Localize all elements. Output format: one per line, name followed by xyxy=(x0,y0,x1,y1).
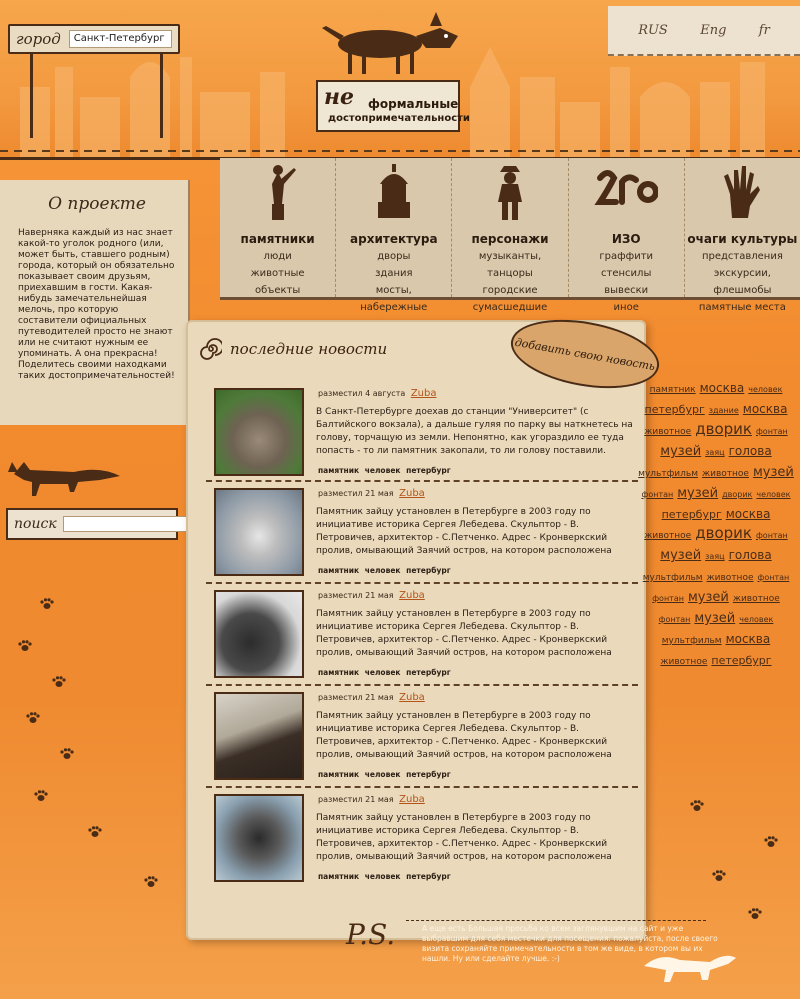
ps-text: А еще есть Большая просьба ко всем заглянувшим на сайт и уже выбравшим для себя местечки для посещения: пожалуйста, после своего визита сохраняйте примечательности в том же виде, в котором вы их нашли. Ну или сделайте лучше. :-) xyxy=(422,924,718,963)
news-item xyxy=(206,484,646,582)
tag-cloud-link[interactable]: музей xyxy=(660,548,702,563)
nav-sub[interactable]: сумасшедшие xyxy=(472,302,548,313)
tag-link[interactable]: памятник xyxy=(318,668,360,677)
tag-cloud-link[interactable]: музей xyxy=(660,444,702,459)
paw-print-icon xyxy=(764,836,778,848)
site-logo[interactable] xyxy=(316,80,470,132)
logo-line2: достопримечательности xyxy=(328,112,470,124)
tag-cloud-link[interactable]: москва xyxy=(742,402,788,416)
news-author-link[interactable]: Zuba xyxy=(399,794,425,805)
news-date: 21 мая xyxy=(365,591,394,600)
white-fox-illustration-icon xyxy=(640,946,740,986)
tag-cloud-link[interactable]: фонтан xyxy=(757,573,790,582)
nav-item-monuments[interactable] xyxy=(220,158,336,297)
news-item xyxy=(206,384,646,482)
paw-print-icon xyxy=(88,826,102,838)
news-author-link[interactable]: Zuba xyxy=(410,388,437,399)
news-tags xyxy=(318,872,454,881)
tag-cloud-link[interactable]: фонтан xyxy=(755,427,788,436)
nav-title: архитектура xyxy=(350,232,438,246)
search-input[interactable] xyxy=(63,516,197,532)
posted-label: разместил xyxy=(318,591,363,600)
news-author-link[interactable]: Zuba xyxy=(399,590,425,601)
tag-cloud-link[interactable]: животное xyxy=(644,427,692,437)
dog-mascot-icon xyxy=(318,8,468,80)
tag-cloud-link[interactable]: животное xyxy=(732,594,780,604)
category-nav xyxy=(220,158,800,313)
news-header xyxy=(200,338,387,360)
tag-cloud-link[interactable]: москва xyxy=(725,507,771,521)
tag-cloud-link[interactable]: петербург xyxy=(661,508,722,521)
news-thumbnail[interactable] xyxy=(214,388,304,476)
tag-cloud-link[interactable]: москва xyxy=(699,381,745,395)
nav-sub[interactable]: иное xyxy=(613,302,639,313)
lang-eng-link[interactable]: Eng xyxy=(700,22,727,38)
news-tags xyxy=(318,770,454,779)
tag-cloud-link[interactable]: мультфильм xyxy=(642,573,703,583)
tag-link[interactable]: памятник xyxy=(318,466,360,475)
news-author-link[interactable]: Zuba xyxy=(399,692,425,703)
news-title: последние новости xyxy=(230,340,388,358)
nav-sub[interactable]: музыканты, xyxy=(478,251,542,262)
paw-print-icon xyxy=(34,790,48,802)
paw-print-icon xyxy=(40,598,54,610)
tag-link[interactable]: человек xyxy=(364,466,401,475)
graffiti-icon xyxy=(594,164,658,212)
nav-sub[interactable]: городские xyxy=(482,285,538,296)
news-item xyxy=(206,586,646,684)
monument-icon xyxy=(258,164,298,220)
news-thumbnail[interactable] xyxy=(214,692,304,780)
news-meta xyxy=(318,388,436,399)
city-input[interactable]: Санкт-Петербург xyxy=(69,30,172,48)
news-thumbnail[interactable] xyxy=(214,794,304,882)
architecture-icon xyxy=(372,164,416,220)
news-divider xyxy=(206,480,638,482)
paw-print-icon xyxy=(144,876,158,888)
tag-cloud-link[interactable]: животное xyxy=(706,573,754,583)
tag-cloud-link[interactable]: петербург xyxy=(711,654,772,667)
news-text: Памятник зайцу установлен в Петербурге в 2003 году по инициативе историка Сергея Лебедева. Скульптор - В. Петровичев, архитектор - С.Петченко. Адрес - Кронверкский пролив, омывающий Заячий остров, на котором расположена xyxy=(316,507,612,556)
news-divider xyxy=(206,684,638,686)
city-selector xyxy=(8,24,180,54)
paw-print-icon xyxy=(52,676,66,688)
add-news-button[interactable]: добавить свою новость xyxy=(506,309,665,398)
news-meta xyxy=(318,794,425,805)
tag-cloud-link[interactable]: москва xyxy=(725,632,771,646)
paw-print-icon xyxy=(26,712,40,724)
news-tags xyxy=(318,566,454,575)
tag-cloud-link[interactable]: петербург xyxy=(644,403,705,416)
nav-item-art[interactable] xyxy=(569,158,685,313)
tag-cloud-link[interactable]: здание xyxy=(708,406,739,415)
posted-label: разместил xyxy=(318,795,363,804)
news-thumbnail[interactable] xyxy=(214,590,304,678)
tag-cloud-link[interactable]: человек xyxy=(756,490,791,499)
news-thumbnail[interactable] xyxy=(214,488,304,576)
language-switcher xyxy=(608,6,800,56)
tag-cloud-link[interactable]: музей xyxy=(687,590,729,605)
site-header xyxy=(0,0,800,160)
tag-link[interactable]: памятник xyxy=(318,566,360,575)
tag-cloud-link[interactable]: мультфильм xyxy=(638,469,698,479)
tag-cloud-link[interactable]: заяц xyxy=(705,448,725,457)
tag-cloud-link[interactable]: музей xyxy=(752,465,794,480)
tag-cloud-link[interactable]: дворик xyxy=(722,490,753,499)
nav-title: очаги культуры xyxy=(687,232,798,246)
tag-cloud-link[interactable]: животное xyxy=(660,657,708,667)
tag-link[interactable]: памятник xyxy=(318,770,360,779)
nav-sub[interactable]: памятные места xyxy=(698,302,786,313)
news-divider xyxy=(206,582,638,584)
news-item xyxy=(206,790,646,888)
nav-sub[interactable]: стенсилы xyxy=(601,268,652,279)
news-tags xyxy=(318,668,454,677)
tag-link[interactable]: человек xyxy=(364,770,401,779)
lang-rus-link[interactable]: RUS xyxy=(638,22,668,38)
tag-cloud xyxy=(636,378,796,728)
tag-cloud-link[interactable]: дворик xyxy=(695,420,752,438)
nav-title: персонажи xyxy=(471,232,549,246)
tag-link[interactable]: человек xyxy=(364,668,401,677)
news-item xyxy=(206,688,646,786)
nav-sub[interactable]: дворы xyxy=(377,251,411,262)
paw-print-icon xyxy=(690,800,704,812)
nav-sub[interactable]: объекты xyxy=(254,285,301,296)
nav-sub[interactable]: флешмобы xyxy=(713,285,772,296)
paw-print-icon xyxy=(60,748,74,760)
tag-cloud-link[interactable]: голова xyxy=(728,444,772,458)
about-title: О проекте xyxy=(48,194,146,214)
tag-cloud-link[interactable]: человек xyxy=(748,385,783,394)
news-text: В Санкт-Петербурге доехав до станции "Университет" (с Балтийского вокзала), а дальше гуляя по парку вы наткнетесь на голову, торчащую из земли. Непонятно, как угораздило ее туда попасть - то ли памятник закопали, то ли голову поставили. xyxy=(316,407,633,456)
tag-cloud-link[interactable]: памятник xyxy=(649,385,696,395)
nav-title: памятники xyxy=(240,232,315,246)
news-date: 21 мая xyxy=(365,795,394,804)
tag-link[interactable]: памятник xyxy=(318,872,360,881)
nav-item-architecture[interactable] xyxy=(336,158,452,313)
paw-print-icon xyxy=(712,870,726,882)
tag-link[interactable]: петербург xyxy=(406,668,451,677)
ps-label: P.S. xyxy=(346,918,396,951)
posted-label: разместил xyxy=(318,389,363,398)
logo-prefix: не xyxy=(324,84,355,110)
news-text: Памятник зайцу установлен в Петербурге в 2003 году по инициативе историка Сергея Лебедева. Скульптор - В. Петровичев, архитектор - С.Петченко. Адрес - Кронверкский пролив, омывающий Заячий остров, на котором расположена xyxy=(316,609,612,658)
tag-cloud-link[interactable]: фонтан xyxy=(652,594,684,603)
posted-label: разместил xyxy=(318,693,363,702)
tag-link[interactable]: петербург xyxy=(406,566,451,575)
tag-cloud-link[interactable]: музей xyxy=(694,611,736,626)
tag-cloud-link[interactable]: фонтан xyxy=(755,531,788,540)
search-label: поиск xyxy=(14,516,57,532)
tag-link[interactable]: петербург xyxy=(406,770,451,779)
news-meta xyxy=(318,590,425,601)
tag-cloud-link[interactable]: голова xyxy=(728,548,772,562)
paw-print-icon xyxy=(18,640,32,652)
sign-post xyxy=(160,54,163,138)
fox-illustration-icon xyxy=(4,452,124,506)
ps-divider xyxy=(406,920,706,921)
nav-sub[interactable]: вывески xyxy=(604,285,649,296)
tag-cloud-link[interactable]: животное xyxy=(701,469,749,479)
tag-cloud-link[interactable]: животное xyxy=(644,531,692,541)
news-meta xyxy=(318,692,425,703)
tag-cloud-link[interactable]: фонтан xyxy=(658,615,691,624)
logo-line1: формальные xyxy=(368,96,459,111)
tag-cloud-link[interactable]: заяц xyxy=(705,552,725,561)
news-tags xyxy=(318,466,454,475)
nav-sub[interactable]: представления xyxy=(701,251,783,262)
nav-sub[interactable]: мосты, xyxy=(375,285,412,296)
news-text: Памятник зайцу установлен в Петербурге в 2003 году по инициативе историка Сергея Лебедева. Скульптор - В. Петровичев, архитектор - С.Петченко. Адрес - Кронверкский пролив, омывающий Заячий остров, на котором расположена xyxy=(316,813,612,862)
tag-link[interactable]: петербург xyxy=(406,466,451,475)
news-date: 4 августа xyxy=(365,389,406,398)
city-label: город xyxy=(16,30,61,48)
culture-hand-icon xyxy=(720,164,764,220)
about-panel xyxy=(0,180,190,425)
tag-cloud-link[interactable]: дворик xyxy=(695,524,752,542)
tag-cloud-link[interactable]: фонтан xyxy=(641,490,674,499)
nav-item-characters[interactable] xyxy=(452,158,568,313)
tag-cloud-link[interactable]: мультфильм xyxy=(661,636,722,646)
spiral-icon xyxy=(200,338,222,360)
news-text: Памятник зайцу установлен в Петербурге в 2003 году по инициативе историка Сергея Лебедева. Скульптор - В. Петровичев, архитектор - С.Петченко. Адрес - Кронверкский пролив, омывающий Заячий остров, на котором расположена xyxy=(316,711,612,760)
tag-cloud-link[interactable]: человек xyxy=(739,615,774,624)
nav-item-culture[interactable] xyxy=(685,158,800,313)
nav-sub[interactable]: экскурсии, xyxy=(713,268,771,279)
news-date: 21 мая xyxy=(365,693,394,702)
nav-sub[interactable]: люди xyxy=(263,251,292,262)
nav-sub[interactable]: граффити xyxy=(599,251,654,262)
tag-link[interactable]: человек xyxy=(364,566,401,575)
tag-link[interactable]: петербург xyxy=(406,872,451,881)
posted-label: разместил xyxy=(318,489,363,498)
nav-sub[interactable]: животные xyxy=(250,268,305,279)
search-box xyxy=(6,508,178,540)
tag-cloud-link[interactable]: музей xyxy=(677,486,719,501)
paw-print-icon xyxy=(748,908,762,920)
nav-sub[interactable]: набережные xyxy=(360,302,428,313)
sign-post xyxy=(30,54,33,138)
news-author-link[interactable]: Zuba xyxy=(399,488,425,499)
character-icon xyxy=(490,164,530,220)
about-text: Наверняка каждый из нас знает какой-то уголок родного (или, может быть, ставшего родным) города, который он обязательно показывает своим друзьям, приехавшим в гости. Какая-нибудь замечательнейшая мелочь, про которую составители официальных путеводителей просто не знают или не считают нужным ее упоминать. А она прекрасна! Поделитесь своими находками таких достопримечательностей! xyxy=(18,228,175,381)
news-divider xyxy=(206,786,638,788)
nav-sub[interactable]: здания xyxy=(375,268,413,279)
lang-fr-link[interactable]: fr xyxy=(758,22,770,38)
nav-sub[interactable]: танцоры xyxy=(487,268,533,279)
news-meta xyxy=(318,488,425,499)
nav-title: ИЗО xyxy=(611,232,641,246)
news-date: 21 мая xyxy=(365,489,394,498)
tag-link[interactable]: человек xyxy=(364,872,401,881)
